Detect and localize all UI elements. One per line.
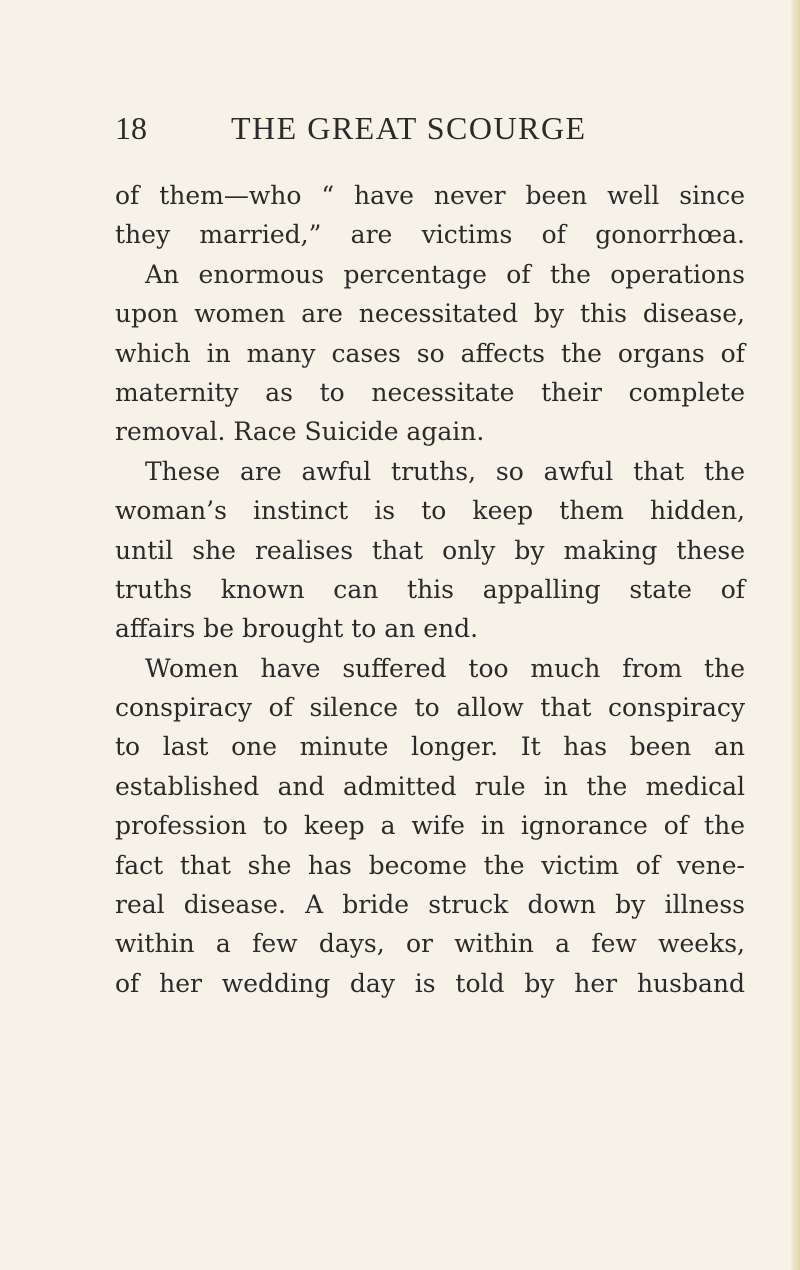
body-text <box>115 176 745 1003</box>
text-line: fact that she has become the victim of vene- <box>115 850 745 880</box>
text-line: until she realises that only by making these <box>115 535 745 565</box>
text-line: profession to keep a wife in ignorance of the <box>115 811 745 841</box>
text-line: of her wedding day is told by her husband <box>115 968 745 998</box>
text-line: real disease. A bride struck down by illness <box>115 890 745 920</box>
text-line: An enormous percentage of the operations <box>145 259 745 289</box>
text-line: upon women are necessitated by this disease, <box>115 299 745 329</box>
text-line: to last one minute longer. It has been an <box>115 732 745 762</box>
text-line: which in many cases so affects the organs of <box>115 338 745 368</box>
text-line: Women have suffered too much from the <box>145 653 745 683</box>
page-number: 18 <box>115 110 147 146</box>
text-line: affairs be brought to an end. <box>115 614 479 644</box>
text-line: conspiracy of silence to allow that conspiracy <box>115 693 745 723</box>
text-line: woman’s instinct is to keep them hidden, <box>115 496 745 526</box>
text-line: These are awful truths, so awful that the <box>145 456 745 486</box>
text-line: they married,” are victims of gonorrhœa. <box>115 220 745 250</box>
text-line: established and admitted rule in the medical <box>115 771 745 801</box>
page-edge <box>790 0 800 1270</box>
text-line: removal. Race Suicide again. <box>115 417 485 447</box>
text-line: truths known can this appalling state of <box>115 574 745 604</box>
text-line: within a few days, or within a few weeks, <box>115 929 745 959</box>
text-line: maternity as to necessitate their complete <box>115 377 745 407</box>
text-line: of them—who “ have never been well since <box>115 181 745 210</box>
page-header <box>115 108 745 148</box>
running-head: THE GREAT SCOURGE <box>231 110 587 146</box>
